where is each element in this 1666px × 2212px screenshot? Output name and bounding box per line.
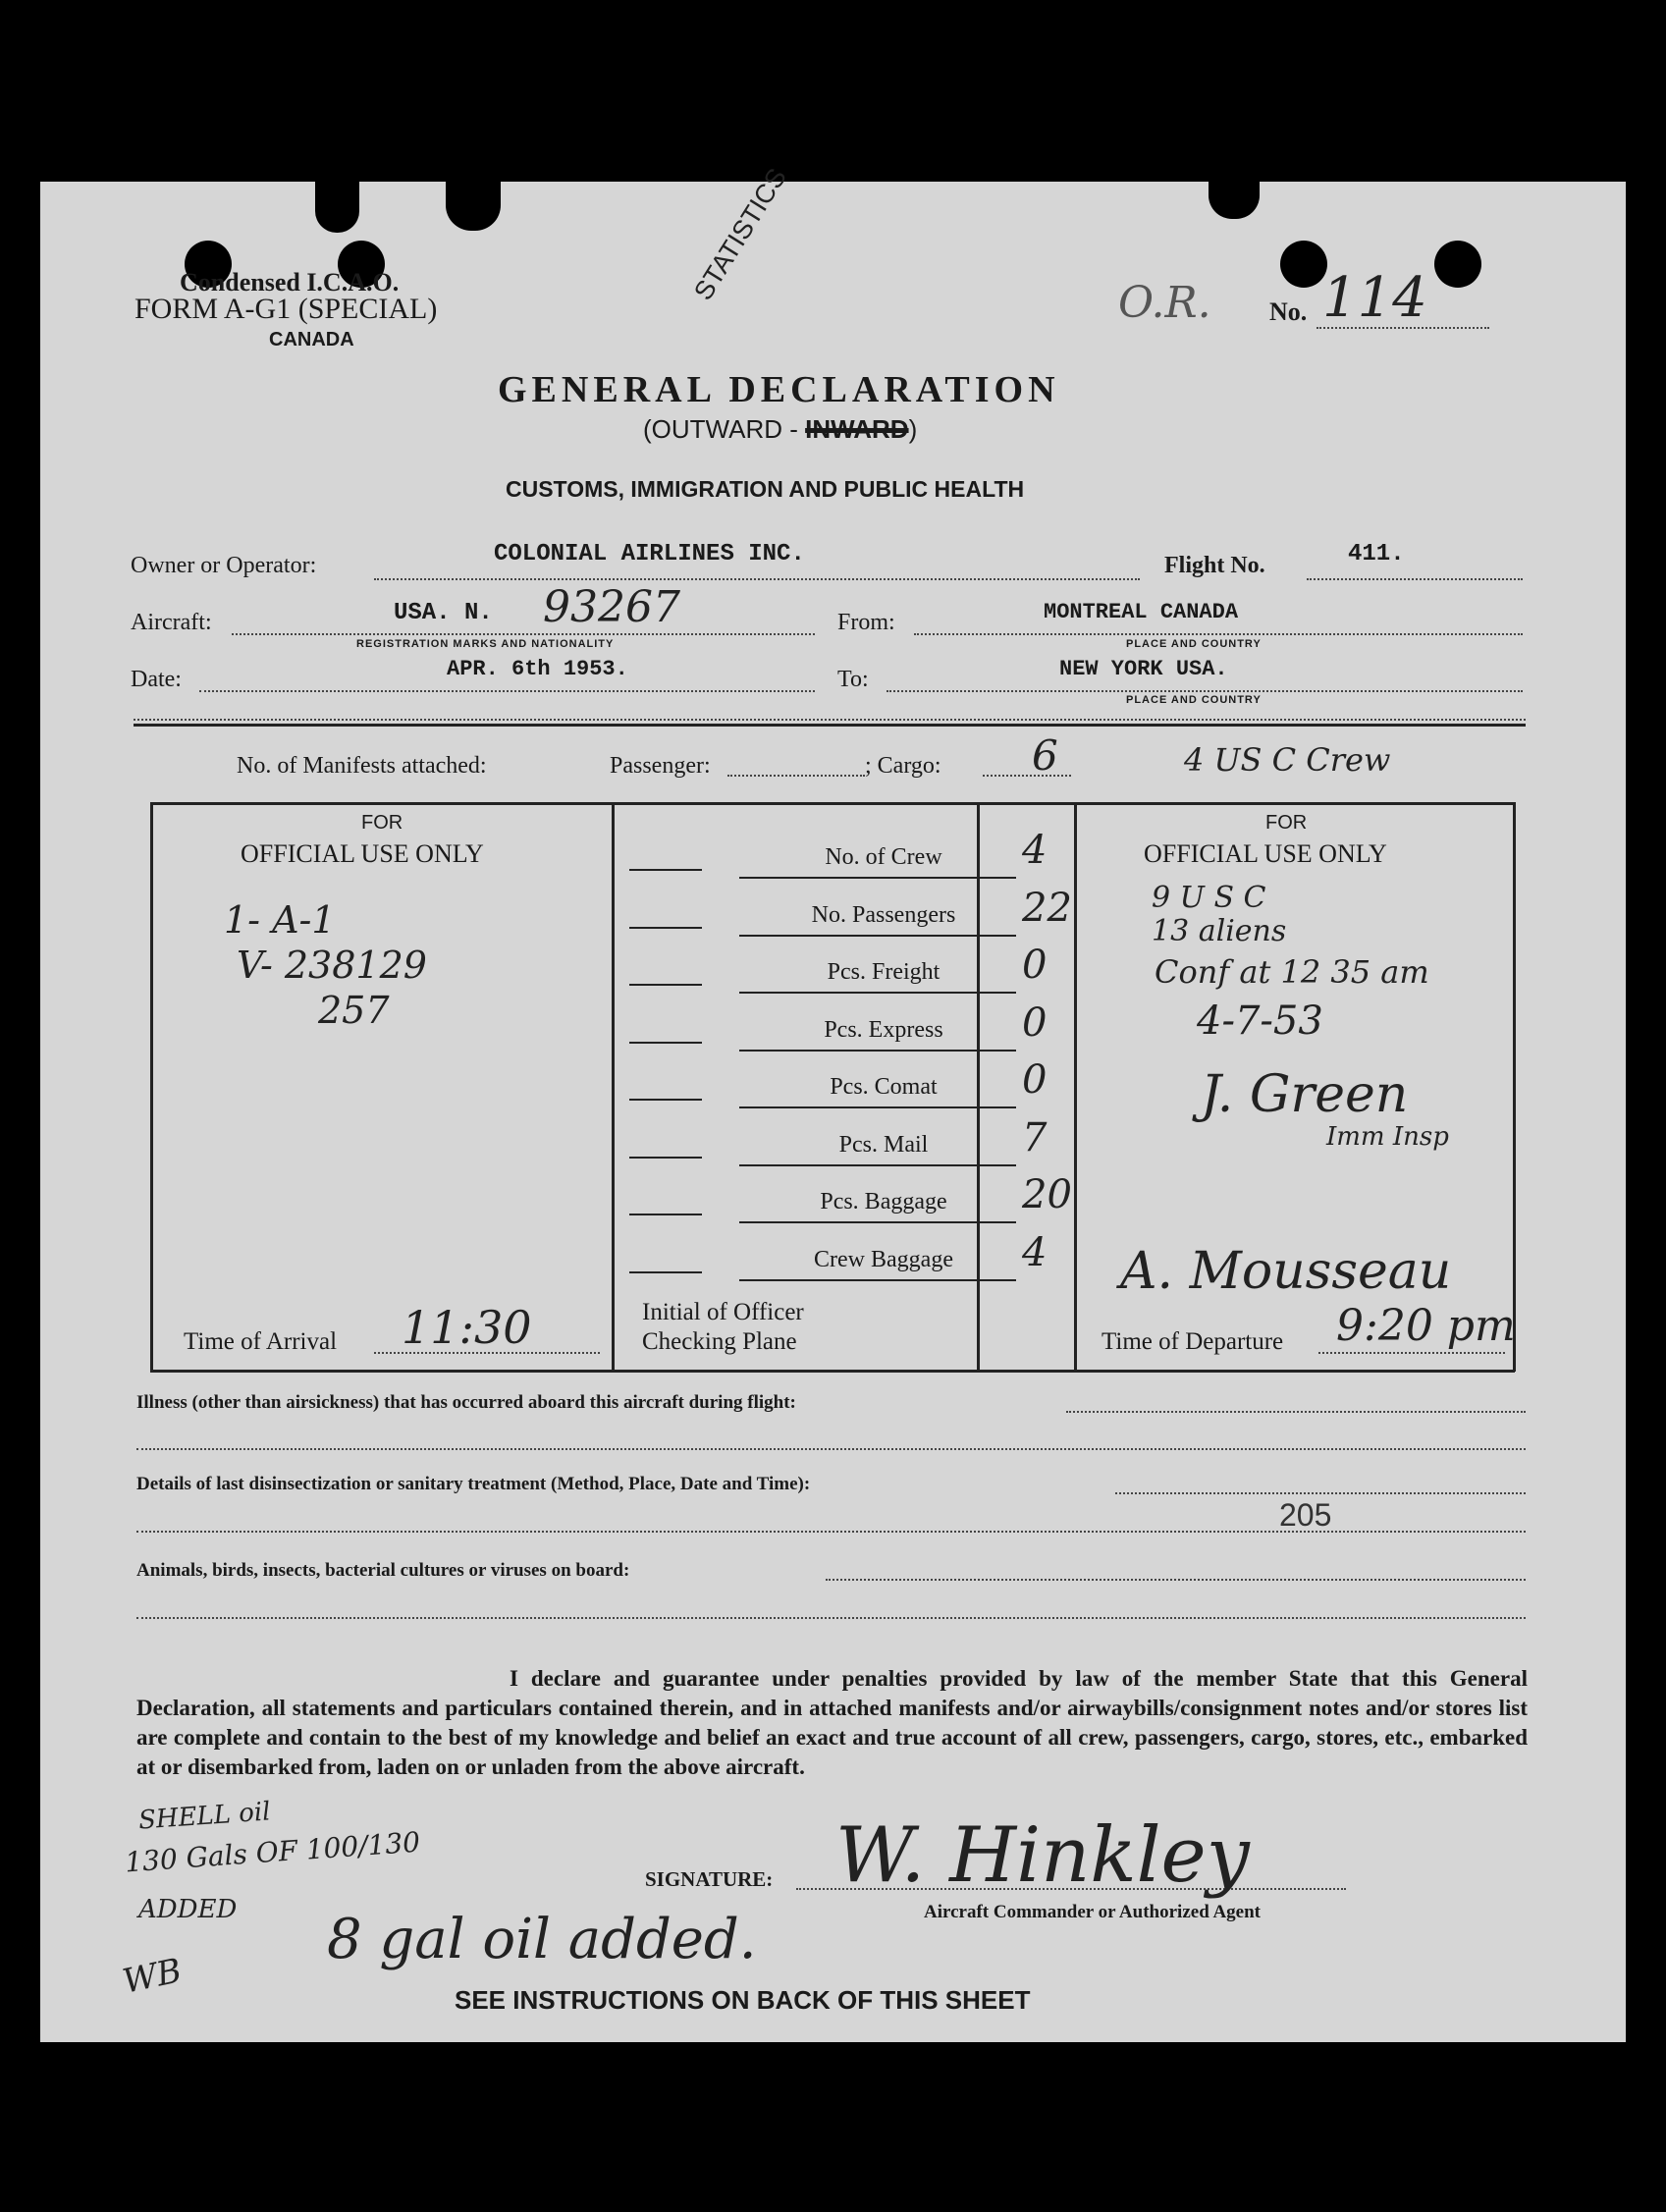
no-dotted-line bbox=[1317, 327, 1489, 329]
right-note-2: 13 aliens bbox=[1152, 914, 1287, 948]
animals-line-2 bbox=[136, 1617, 1526, 1619]
no-label: No. bbox=[1269, 297, 1308, 326]
signature-label: SIGNATURE: bbox=[645, 1867, 774, 1891]
fuel-note-2: 130 Gals OF 100/130 bbox=[124, 1825, 422, 1879]
right-signature-1: J. Green bbox=[1201, 1065, 1409, 1124]
table-bottom-border bbox=[150, 1370, 1515, 1373]
disinsect-line bbox=[1115, 1492, 1526, 1494]
subtitle-close: ) bbox=[908, 414, 918, 444]
aircraft-value[interactable]: USA. N. bbox=[394, 600, 493, 626]
right-header-for: FOR bbox=[1265, 812, 1308, 834]
table-right-border bbox=[1513, 802, 1516, 1372]
torn-notch bbox=[446, 182, 501, 231]
arrival-value: 11:30 bbox=[402, 1301, 532, 1354]
signature-caption: Aircraft Commander or Authorized Agent bbox=[924, 1902, 1262, 1922]
initial-tick bbox=[629, 1214, 702, 1215]
date-label: Date: bbox=[131, 667, 182, 692]
flight-line bbox=[1307, 578, 1523, 580]
manifests-label: No. of Manifests attached: bbox=[237, 753, 487, 779]
fuel-note-1: SHELL oil bbox=[137, 1797, 272, 1836]
right-note-3: Conf at 12 35 am bbox=[1155, 953, 1429, 991]
right-note-4: 4-7-53 bbox=[1197, 998, 1323, 1044]
departure-line bbox=[1318, 1352, 1505, 1354]
initial-tick bbox=[629, 984, 702, 986]
oil-note: 8 gal oil added. bbox=[327, 1908, 757, 1971]
from-label: From: bbox=[837, 610, 895, 635]
row-rule bbox=[739, 992, 1016, 994]
punch-hole bbox=[1434, 241, 1481, 288]
illness-line bbox=[1066, 1411, 1526, 1413]
row-value: 7 bbox=[1022, 1114, 1048, 1160]
right-note-1: 9 U S C bbox=[1152, 881, 1266, 915]
declaration-form-sheet bbox=[40, 163, 1626, 2042]
initials-note: WB bbox=[119, 1951, 186, 2002]
initial-tick bbox=[629, 1271, 702, 1273]
passenger-label: Passenger: bbox=[610, 753, 711, 779]
fuel-note-3: ADDED bbox=[138, 1895, 238, 1924]
officer-label-1: Initial of Officer bbox=[642, 1299, 804, 1325]
animals-line bbox=[826, 1579, 1526, 1581]
torn-notch bbox=[315, 182, 359, 233]
row-value: 4 bbox=[1022, 828, 1048, 873]
cargo-value: 6 bbox=[1032, 731, 1058, 780]
flight-label: Flight No. bbox=[1164, 553, 1265, 578]
disinsect-line-2 bbox=[136, 1531, 1526, 1533]
row-label: Pcs. Comat bbox=[830, 1074, 938, 1100]
disinsect-question: Details of last disinsectization or sanitary treatment (Method, Place, Date and Time): bbox=[136, 1474, 811, 1494]
no-value: 114 bbox=[1322, 266, 1427, 330]
flight-value[interactable]: 411. bbox=[1348, 541, 1405, 567]
manifest-note: 4 US C Crew bbox=[1184, 741, 1391, 779]
torn-notch bbox=[1209, 182, 1260, 219]
row-value: 0 bbox=[1022, 1057, 1048, 1103]
initial-tick bbox=[629, 927, 702, 929]
row-rule bbox=[739, 1221, 1016, 1223]
row-label: No. Passengers bbox=[811, 901, 956, 928]
illness-line-2 bbox=[136, 1448, 1526, 1450]
row-value: 0 bbox=[1022, 999, 1048, 1046]
table-top-border bbox=[150, 802, 1515, 805]
row-rule bbox=[739, 1050, 1016, 1052]
initial-tick bbox=[629, 1042, 702, 1044]
owner-label: Owner or Operator: bbox=[131, 553, 317, 578]
row-label: Pcs. Freight bbox=[827, 959, 940, 985]
row-rule bbox=[739, 877, 1016, 879]
signature-value: W. Hinkley bbox=[835, 1811, 1250, 1900]
declaration-text: I declare and guarantee under penalties provided by law of the member State that this General Declaration, all statements and particulars contained therein, and in attached manifests and/or airwaybills/consignment notes and/or stores list are complete and contain to the best of my knowledge and belief an exact and true account of all crew, passengers, cargo, stores, etc., embarked at or disembarked from, laden on or unladen from the above aircraft. bbox=[136, 1666, 1528, 1779]
right-header-official: OFFICIAL USE ONLY bbox=[1144, 839, 1387, 868]
row-rule bbox=[739, 1164, 1016, 1166]
left-note-1: 1- A-1 bbox=[224, 898, 336, 942]
date-line bbox=[199, 690, 815, 692]
left-header-for: FOR bbox=[361, 812, 403, 834]
to-value[interactable]: NEW YORK USA. bbox=[1059, 657, 1228, 681]
aircraft-line bbox=[232, 633, 815, 635]
departure-label: Time of Departure bbox=[1102, 1328, 1284, 1355]
aircraft-label: Aircraft: bbox=[131, 610, 212, 635]
from-line bbox=[914, 633, 1523, 635]
statistics-stamp: STATISTICS bbox=[688, 163, 792, 305]
officer-label-2: Checking Plane bbox=[642, 1328, 797, 1355]
or-mark: O.R. bbox=[1118, 278, 1211, 328]
owner-value[interactable]: COLONIAL AIRLINES INC. bbox=[494, 541, 805, 567]
row-rule bbox=[739, 935, 1016, 937]
separator bbox=[134, 724, 1526, 727]
table-divider bbox=[1074, 802, 1077, 1372]
initial-tick bbox=[629, 1157, 702, 1159]
left-note-2: V- 238129 bbox=[237, 944, 427, 987]
animals-question: Animals, birds, insects, bacterial cultures or viruses on board: bbox=[136, 1560, 630, 1581]
left-header-official: OFFICIAL USE ONLY bbox=[241, 839, 484, 868]
table-divider bbox=[612, 802, 615, 1372]
row-label: Pcs. Express bbox=[824, 1016, 943, 1043]
arrival-label: Time of Arrival bbox=[184, 1328, 338, 1355]
row-value: 20 bbox=[1022, 1172, 1072, 1217]
row-value: 0 bbox=[1022, 943, 1048, 988]
illness-question: Illness (other than airsickness) that has occurred aboard this aircraft during flight: bbox=[136, 1392, 796, 1413]
passenger-line bbox=[727, 775, 865, 777]
form-line2: FORM A-G1 (SPECIAL) bbox=[134, 293, 438, 325]
departure-value: 9:20 pm bbox=[1336, 1301, 1516, 1351]
main-title: GENERAL DECLARATION bbox=[498, 369, 1060, 410]
subtitle-direction bbox=[643, 414, 917, 445]
subtitle: CUSTOMS, IMMIGRATION AND PUBLIC HEALTH bbox=[506, 476, 1025, 502]
row-label: Pcs. Baggage bbox=[820, 1189, 947, 1214]
row-label: Crew Baggage bbox=[814, 1246, 953, 1272]
place-caption-to: PLACE AND COUNTRY bbox=[1126, 694, 1262, 706]
row-label: Pcs. Mail bbox=[838, 1131, 929, 1158]
aircraft-hand: 93267 bbox=[543, 582, 680, 632]
table-left-border bbox=[150, 802, 153, 1372]
footer-instructions: SEE INSTRUCTIONS ON BACK OF THIS SHEET bbox=[455, 1985, 1031, 2015]
cargo-label: ; Cargo: bbox=[865, 753, 941, 779]
disinsect-value: 205 bbox=[1279, 1497, 1332, 1533]
row-rule bbox=[739, 1279, 1016, 1281]
date-value[interactable]: APR. 6th 1953. bbox=[447, 657, 628, 681]
outward-text: (OUTWARD - bbox=[643, 414, 806, 444]
initial-tick bbox=[629, 1099, 702, 1101]
place-caption: PLACE AND COUNTRY bbox=[1126, 638, 1262, 650]
punch-hole bbox=[1280, 241, 1327, 288]
owner-line bbox=[374, 578, 1140, 580]
left-note-3: 257 bbox=[318, 989, 390, 1032]
row-rule bbox=[739, 1106, 1016, 1108]
initial-tick bbox=[629, 869, 702, 871]
to-line bbox=[887, 690, 1523, 692]
row-value: 4 bbox=[1022, 1229, 1048, 1275]
separator-dots bbox=[134, 719, 1526, 721]
inward-struck: INWARD bbox=[805, 414, 909, 444]
from-value[interactable]: MONTREAL CANADA bbox=[1044, 600, 1239, 624]
to-label: To: bbox=[837, 667, 869, 692]
row-label: No. of Crew bbox=[825, 844, 942, 870]
right-signature-3: A. Mousseau bbox=[1120, 1242, 1452, 1301]
reg-caption: REGISTRATION MARKS AND NATIONALITY bbox=[356, 638, 615, 650]
row-value: 22 bbox=[1022, 885, 1072, 931]
right-signature-2: Imm Insp bbox=[1326, 1122, 1449, 1152]
form-line1: Condensed I.C.A.O. bbox=[180, 268, 400, 297]
form-line3: CANADA bbox=[269, 329, 354, 351]
